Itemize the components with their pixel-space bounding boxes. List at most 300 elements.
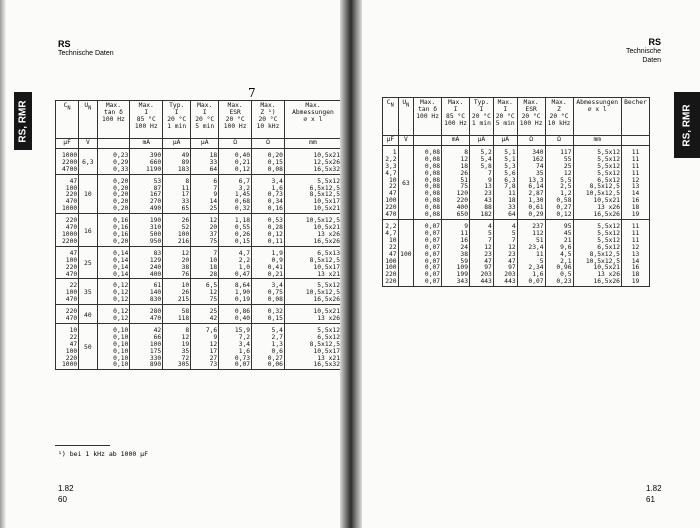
table-cell: 1,6 bbox=[252, 186, 285, 193]
table-cell: 0,15 bbox=[219, 239, 252, 246]
table-cell: 5,4 bbox=[252, 323, 285, 334]
table-cell: 0,07 bbox=[517, 279, 545, 286]
table-cell: 400 bbox=[442, 205, 470, 212]
header-subtitle: Technische Daten bbox=[625, 48, 661, 64]
table-row bbox=[56, 297, 342, 304]
header-line: 10 kHz bbox=[547, 119, 571, 127]
table-cell: 112 bbox=[517, 231, 545, 238]
table-cell: 5 bbox=[517, 259, 545, 266]
table-cell: 270 bbox=[130, 199, 163, 206]
table-cell: 443 bbox=[493, 279, 517, 286]
table-cell: 5,5x12 bbox=[573, 164, 621, 171]
table-cell: 0,12 bbox=[97, 316, 130, 323]
table-cell: 0,5 bbox=[545, 272, 573, 279]
table-cell: 4 bbox=[493, 219, 517, 230]
header-line: 100 Hz bbox=[102, 115, 125, 123]
header-subscript: N bbox=[67, 105, 71, 112]
table-cell: 215 bbox=[163, 297, 191, 304]
header-text: C bbox=[63, 102, 68, 109]
table-cell: 203 bbox=[470, 272, 494, 279]
table-row bbox=[56, 272, 342, 279]
table-cell: 6 bbox=[191, 174, 219, 185]
table-cell: 25 bbox=[191, 206, 219, 213]
unit-cell bbox=[414, 136, 442, 146]
column-header bbox=[163, 101, 191, 139]
table-cell: 25 bbox=[545, 164, 573, 171]
header-line: ESR bbox=[525, 105, 537, 113]
table-cell: 0,14 bbox=[97, 258, 130, 265]
book-gutter bbox=[340, 0, 362, 528]
table-cell: 10,5x21 bbox=[573, 265, 621, 272]
table-cell: 21 bbox=[545, 238, 573, 245]
table-cell: 4 bbox=[470, 219, 494, 230]
table-row bbox=[56, 362, 342, 369]
table-cell: 6,5x12 bbox=[284, 335, 341, 342]
column-header bbox=[130, 101, 163, 139]
table-cell: 14 bbox=[621, 191, 649, 198]
table-cell: 1190 bbox=[130, 167, 163, 174]
table-cell: 23 bbox=[470, 252, 494, 259]
table-cell: 0,10 bbox=[97, 356, 130, 363]
table-cell: 0,32 bbox=[219, 206, 252, 213]
table-cell: 0,12 bbox=[219, 167, 252, 174]
table-cell: 470 bbox=[56, 316, 79, 323]
table-cell: 5,5x12 bbox=[284, 279, 341, 290]
table-row bbox=[56, 225, 342, 232]
table-cell: 100 bbox=[56, 258, 79, 265]
table-cell: 27 bbox=[191, 356, 219, 363]
table-cell: 18 bbox=[493, 198, 517, 205]
table-cell: 0,15 bbox=[252, 160, 285, 167]
table-cell: 58 bbox=[163, 305, 191, 316]
table-cell: 26 bbox=[163, 290, 191, 297]
table-cell: 0,08 bbox=[414, 157, 442, 164]
header-text: Max. bbox=[197, 102, 213, 109]
table-cell: 11 bbox=[621, 231, 649, 238]
header-line: 10 kHz bbox=[256, 122, 280, 130]
header-line: 20 °C bbox=[225, 115, 245, 123]
table-cell: 8,64 bbox=[219, 279, 252, 290]
table-cell: 22 bbox=[383, 184, 399, 191]
table-cell: 5,5x12 bbox=[573, 157, 621, 164]
footnote: ¹) bei 1 kHz ab 1000 µF bbox=[58, 450, 149, 458]
header-line: I bbox=[144, 108, 149, 116]
table-cell: 72 bbox=[163, 356, 191, 363]
unit-cell: µF bbox=[383, 136, 399, 146]
table-cell: 18 bbox=[191, 148, 219, 159]
table-cell: 470 bbox=[56, 297, 79, 304]
table-cell: 25 bbox=[191, 305, 219, 316]
table-cell: 0,40 bbox=[219, 148, 252, 159]
table-cell: 1 bbox=[383, 145, 399, 156]
column-header bbox=[442, 98, 470, 136]
table-row bbox=[56, 192, 342, 199]
voltage-cell: 10 bbox=[79, 174, 97, 214]
table-cell: 76 bbox=[163, 272, 191, 279]
unit-cell: Ω bbox=[252, 139, 285, 149]
table-cell: 33 bbox=[163, 199, 191, 206]
table-cell: 0,29 bbox=[97, 160, 130, 167]
table-cell: 15,9 bbox=[219, 323, 252, 334]
header-text: Max. bbox=[497, 99, 513, 106]
table-cell: 100 bbox=[130, 342, 163, 349]
table-cell: 2,7 bbox=[252, 335, 285, 342]
table-cell: 18 bbox=[442, 164, 470, 171]
table-cell: 47 bbox=[56, 342, 79, 349]
table-row bbox=[56, 349, 342, 356]
table-cell: 5,6 bbox=[493, 171, 517, 178]
column-header bbox=[414, 98, 442, 136]
header-text: Max. bbox=[420, 99, 436, 106]
table-cell: 64 bbox=[191, 167, 219, 174]
table-cell: 47 bbox=[470, 259, 494, 266]
header-line: 100 Hz bbox=[416, 112, 439, 120]
table-cell: 0,07 bbox=[414, 238, 442, 245]
table-cell: 16 bbox=[621, 265, 649, 272]
header-title: RS bbox=[648, 37, 661, 47]
table-cell: 0,08 bbox=[414, 145, 442, 156]
voltage-cell: 25 bbox=[79, 246, 97, 279]
column-header bbox=[493, 98, 517, 136]
table-cell: 5,5 bbox=[545, 178, 573, 185]
table-cell: 100 bbox=[383, 259, 399, 266]
table-cell: 5,1 bbox=[493, 145, 517, 156]
table-cell: 33 bbox=[191, 160, 219, 167]
table-cell: 16,5x26 bbox=[573, 212, 621, 219]
table-cell: 0,11 bbox=[252, 239, 285, 246]
table-cell: 470 bbox=[56, 272, 79, 279]
table-cell: 2200 bbox=[56, 239, 79, 246]
table-cell: 0,41 bbox=[252, 265, 285, 272]
table-cell: 0,19 bbox=[219, 297, 252, 304]
table-row bbox=[56, 356, 342, 363]
left-header bbox=[58, 40, 114, 58]
table-cell: 0,06 bbox=[252, 362, 285, 369]
table-cell: 0,20 bbox=[97, 239, 130, 246]
unit-cell: Ω bbox=[517, 136, 545, 146]
table-cell: 0,16 bbox=[97, 214, 130, 225]
table-cell: 20 bbox=[191, 225, 219, 232]
table-cell: 340 bbox=[517, 145, 545, 156]
header-text: U bbox=[402, 99, 407, 106]
table-cell: 59 bbox=[442, 259, 470, 266]
right-page bbox=[352, 0, 700, 528]
header-line: 20 °C bbox=[521, 112, 541, 120]
column-header bbox=[252, 101, 285, 139]
table-cell: 305 bbox=[163, 362, 191, 369]
table-cell: 117 bbox=[545, 145, 573, 156]
table-cell: 220 bbox=[56, 265, 79, 272]
unit-cell: Ω bbox=[219, 139, 252, 149]
table-cell: 0,12 bbox=[252, 232, 285, 239]
voltage-cell: 100 bbox=[398, 219, 414, 286]
table-cell: 1,30 bbox=[517, 198, 545, 205]
table-cell: 9,6 bbox=[545, 245, 573, 252]
table-cell: 5,5x12 bbox=[573, 231, 621, 238]
header-text: Max. bbox=[105, 102, 121, 109]
table-cell: 0,86 bbox=[219, 305, 252, 316]
table-cell: 12 bbox=[163, 335, 191, 342]
table-cell: 12 bbox=[191, 214, 219, 225]
table-cell: 0,27 bbox=[252, 356, 285, 363]
table-cell: 10,5x12,5 bbox=[573, 259, 621, 266]
table-cell: 33 bbox=[493, 205, 517, 212]
table-cell: 4,7 bbox=[383, 231, 399, 238]
table-cell: 0,08 bbox=[414, 184, 442, 191]
table-cell: 175 bbox=[130, 349, 163, 356]
table-row bbox=[56, 316, 342, 323]
table-cell: 1,6 bbox=[219, 349, 252, 356]
table-cell: 100 bbox=[56, 349, 79, 356]
table-cell: 1,9 bbox=[252, 246, 285, 257]
section-tab: RS, RMR bbox=[14, 92, 32, 150]
table-cell: 8,5x12,5 bbox=[284, 192, 341, 199]
table-cell: 23,4 bbox=[517, 245, 545, 252]
table-cell: 182 bbox=[470, 212, 494, 219]
table-row bbox=[56, 206, 342, 213]
table-row bbox=[56, 246, 342, 257]
header-text: Max. bbox=[447, 99, 464, 106]
table-cell: 7 bbox=[493, 238, 517, 245]
right-header bbox=[615, 38, 661, 65]
table-cell: 13 x21 bbox=[284, 272, 341, 279]
table-cell: 0,20 bbox=[252, 148, 285, 159]
table-cell: 5,3 bbox=[493, 164, 517, 171]
column-header bbox=[517, 98, 545, 136]
table-cell: 0,07 bbox=[414, 279, 442, 286]
table-cell: 10 bbox=[383, 178, 399, 185]
table-cell: 0,21 bbox=[219, 160, 252, 167]
table-cell: 13 x26 bbox=[284, 316, 341, 323]
table-cell: 120 bbox=[442, 191, 470, 198]
table-cell: 6,5x12 bbox=[573, 245, 621, 252]
table-row bbox=[383, 212, 650, 219]
table-cell: 5,5x12 bbox=[284, 174, 341, 185]
table-cell: 0,20 bbox=[97, 174, 130, 185]
table-cell: 19 bbox=[621, 212, 649, 219]
header-title: RS bbox=[58, 39, 71, 49]
page-footer bbox=[646, 483, 662, 505]
footnote-rule bbox=[55, 445, 110, 446]
table-cell: 0,07 bbox=[414, 265, 442, 272]
table-cell: 140 bbox=[130, 290, 163, 297]
header-text: U bbox=[84, 102, 89, 109]
unit-cell bbox=[621, 136, 649, 146]
table-cell: 199 bbox=[442, 272, 470, 279]
table-row bbox=[383, 279, 650, 286]
table-cell: 65 bbox=[163, 206, 191, 213]
table-cell: 97 bbox=[470, 265, 494, 272]
table-cell: 23 bbox=[470, 191, 494, 198]
table-cell: 0,53 bbox=[252, 214, 285, 225]
header-line: I bbox=[202, 108, 207, 116]
table-cell: 7 bbox=[191, 246, 219, 257]
table-cell: 1000 bbox=[56, 362, 79, 369]
table-cell: 343 bbox=[442, 279, 470, 286]
table-cell: 13,3 bbox=[517, 178, 545, 185]
table-cell: 2,87 bbox=[517, 191, 545, 198]
table-cell: 0,10 bbox=[97, 362, 130, 369]
table-cell: 0,16 bbox=[97, 232, 130, 239]
table-cell: 0,10 bbox=[97, 323, 130, 334]
table-cell: 0,08 bbox=[414, 191, 442, 198]
table-cell: 8,5x12,5 bbox=[573, 252, 621, 259]
table-cell: 220 bbox=[442, 198, 470, 205]
header-line: 100 Hz bbox=[444, 119, 467, 127]
table-cell: 38 bbox=[442, 252, 470, 259]
left-page bbox=[0, 0, 348, 528]
header-text: Max. bbox=[305, 102, 321, 109]
table-cell: 10,5x12,5 bbox=[284, 214, 341, 225]
table-cell: 0,75 bbox=[252, 290, 285, 297]
header-line: Abmessungen bbox=[292, 108, 334, 116]
table-cell: 10,5x21 bbox=[284, 225, 341, 232]
table-cell: 16 bbox=[621, 198, 649, 205]
table-cell: 8 bbox=[442, 145, 470, 156]
table-cell: 11 bbox=[621, 171, 649, 178]
table-cell: 13 bbox=[470, 184, 494, 191]
table-cell: 9 bbox=[442, 219, 470, 230]
table-row bbox=[56, 214, 342, 225]
table-cell: 129 bbox=[130, 258, 163, 265]
table-cell: 0,10 bbox=[97, 349, 130, 356]
header-line: Becher bbox=[624, 99, 647, 106]
table-row bbox=[56, 174, 342, 185]
table-cell: 47 bbox=[383, 191, 399, 198]
unit-cell: µA bbox=[163, 139, 191, 149]
table-cell: 11 bbox=[621, 145, 649, 156]
page-date: 1.82 bbox=[58, 484, 74, 493]
table-cell: 87 bbox=[130, 186, 163, 193]
table-cell: 470 bbox=[56, 225, 79, 232]
table-cell: 6,5 bbox=[191, 279, 219, 290]
voltage-cell: 35 bbox=[79, 279, 97, 305]
table-cell: 470 bbox=[130, 316, 163, 323]
table-cell: 13 x26 bbox=[573, 205, 621, 212]
table-cell: 24 bbox=[442, 245, 470, 252]
table-cell: 9 bbox=[191, 192, 219, 199]
table-cell: 83 bbox=[130, 246, 163, 257]
header-line: Z bbox=[557, 105, 561, 113]
header-line: 1 min bbox=[167, 122, 187, 130]
spec-table-left bbox=[55, 100, 342, 370]
table-cell: 240 bbox=[130, 265, 163, 272]
table-cell: 16,5x26 bbox=[284, 297, 341, 304]
table-cell: 47 bbox=[56, 246, 79, 257]
table-cell: 8,5x12,5 bbox=[573, 184, 621, 191]
table-cell: 7 bbox=[470, 238, 494, 245]
table-cell: 4700 bbox=[56, 167, 79, 174]
header-text: Max. bbox=[138, 102, 154, 109]
table-cell: 0,68 bbox=[219, 199, 252, 206]
table-cell: 6,7 bbox=[219, 174, 252, 185]
table-cell: 0,12 bbox=[545, 212, 573, 219]
table-cell: 400 bbox=[130, 272, 163, 279]
table-cell: 1,18 bbox=[219, 214, 252, 225]
table-cell: 10,5x21 bbox=[284, 148, 341, 159]
table-cell: 0,07 bbox=[414, 245, 442, 252]
table-row bbox=[56, 290, 342, 297]
column-header bbox=[383, 98, 399, 136]
table-cell: 5,4 bbox=[470, 157, 494, 164]
table-row bbox=[56, 148, 342, 159]
table-cell: 0,12 bbox=[97, 297, 130, 304]
unit-cell: mm bbox=[284, 139, 341, 149]
table-cell: 0,08 bbox=[414, 212, 442, 219]
table-cell: 75 bbox=[442, 184, 470, 191]
table-cell: 1,3 bbox=[252, 342, 285, 349]
table-cell: 1000 bbox=[56, 206, 79, 213]
table-cell: 100 bbox=[163, 232, 191, 239]
header-subtitle: Technische Daten bbox=[58, 50, 114, 57]
table-cell: 660 bbox=[130, 160, 163, 167]
table-cell: 950 bbox=[130, 239, 163, 246]
table-cell: 13 x21 bbox=[284, 356, 341, 363]
header-text: Max. bbox=[227, 102, 243, 109]
table-cell: 890 bbox=[130, 362, 163, 369]
table-cell: 11 bbox=[442, 231, 470, 238]
table-cell: 95 bbox=[545, 219, 573, 230]
table-cell: 8 bbox=[163, 323, 191, 334]
table-cell: 0,73 bbox=[252, 192, 285, 199]
table-cell: 5 bbox=[470, 231, 494, 238]
column-header bbox=[573, 98, 621, 136]
units-row bbox=[383, 136, 650, 146]
table-cell: 118 bbox=[163, 316, 191, 323]
table-cell: 11 bbox=[517, 252, 545, 259]
table-cell: 49 bbox=[163, 148, 191, 159]
header-line: Z ¹) bbox=[260, 108, 276, 116]
table-cell: 220 bbox=[56, 356, 79, 363]
table-cell: 100 bbox=[56, 290, 79, 297]
table-cell: 10,5x21 bbox=[284, 206, 341, 213]
table-row bbox=[56, 279, 342, 290]
table-cell: 5,1 bbox=[493, 157, 517, 164]
header-line: 100 Hz bbox=[223, 122, 247, 130]
table-row bbox=[56, 305, 342, 316]
header-subscript: N bbox=[390, 102, 394, 109]
table-cell: 310 bbox=[130, 225, 163, 232]
header-line: 20 °C bbox=[495, 112, 515, 120]
table-row bbox=[56, 265, 342, 272]
table-cell: 26 bbox=[163, 214, 191, 225]
table-cell: 0,27 bbox=[545, 205, 573, 212]
table-cell: 330 bbox=[130, 356, 163, 363]
table-cell: 0,61 bbox=[517, 205, 545, 212]
header-line: 5 min bbox=[195, 122, 215, 130]
table-cell: 4,5 bbox=[545, 252, 573, 259]
header-line: ESR bbox=[229, 108, 241, 116]
table-cell: 53 bbox=[130, 174, 163, 185]
table-cell: 88 bbox=[470, 205, 494, 212]
table-cell: 47 bbox=[493, 259, 517, 266]
table-cell: 0,14 bbox=[97, 246, 130, 257]
header-subscript: N bbox=[406, 102, 410, 109]
table-cell: 16,5x26 bbox=[284, 239, 341, 246]
table-cell: 470 bbox=[56, 199, 79, 206]
table-cell: 0,28 bbox=[252, 225, 285, 232]
header-line: tan δ bbox=[418, 105, 438, 113]
table-cell: 6,3 bbox=[493, 178, 517, 185]
table-cell: 0,07 bbox=[414, 252, 442, 259]
table-cell: 9 bbox=[191, 335, 219, 342]
table-cell: 0,9 bbox=[252, 258, 285, 265]
table-cell: 5,5x12 bbox=[573, 238, 621, 245]
header-line: I bbox=[479, 105, 484, 113]
table-cell: 0,08 bbox=[252, 167, 285, 174]
header-line: ∅ x l bbox=[587, 105, 607, 113]
table-cell: 7,2 bbox=[219, 335, 252, 342]
